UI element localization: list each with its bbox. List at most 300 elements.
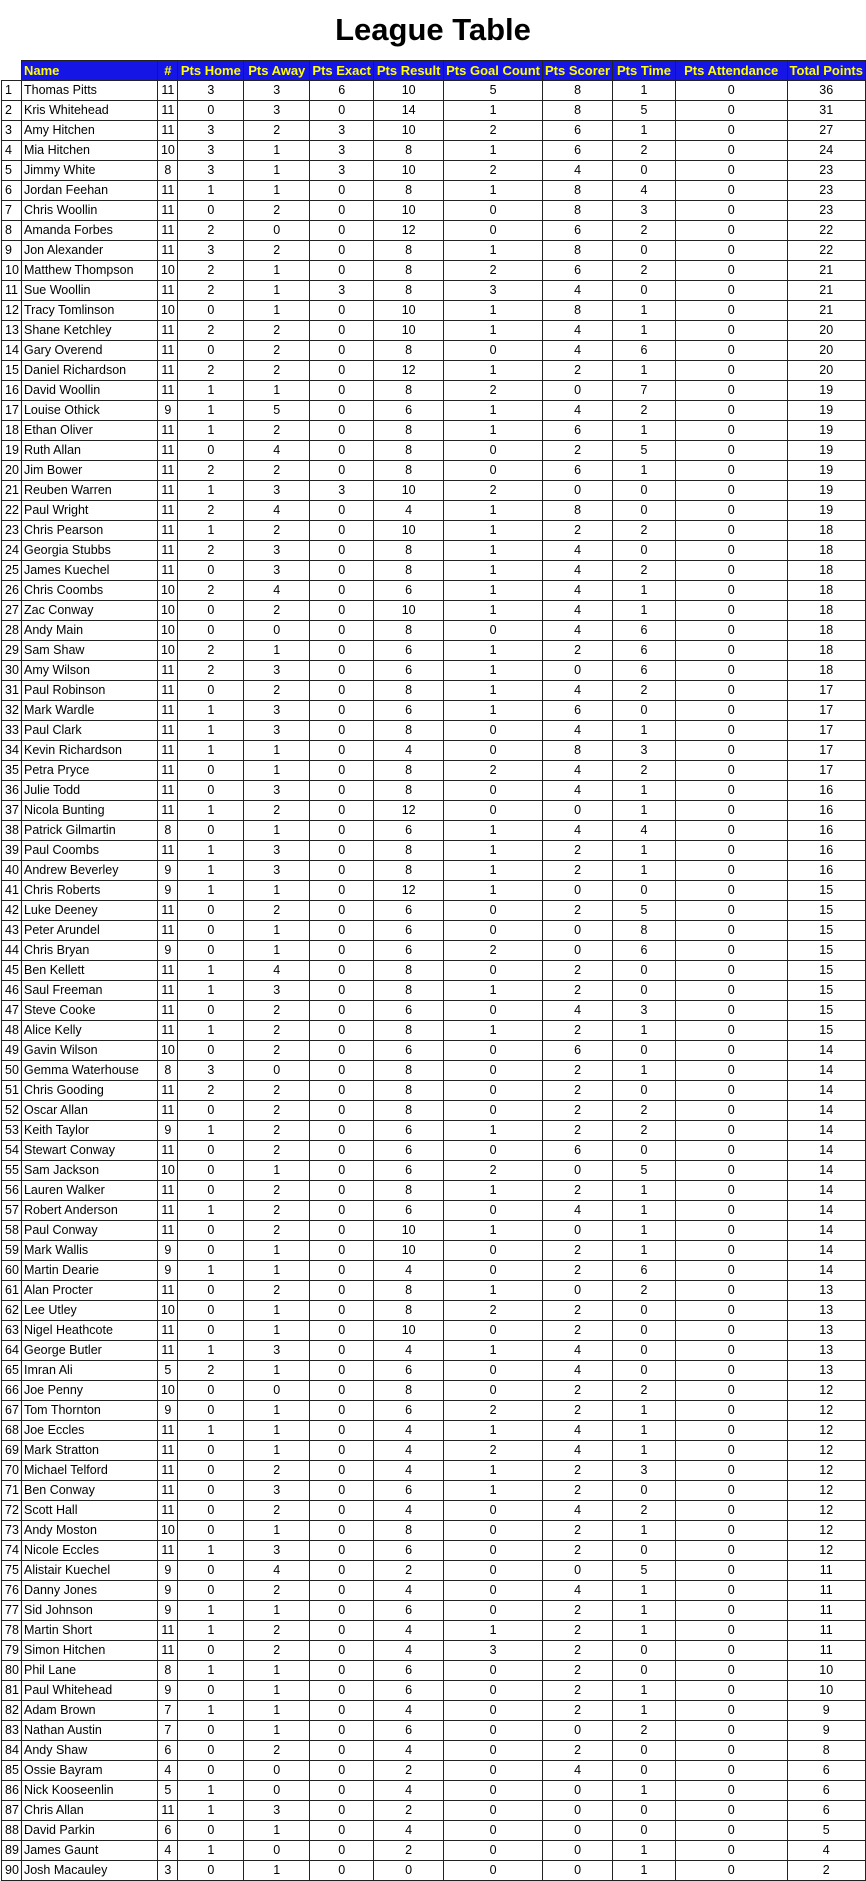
pts-time-cell[interactable]: 1 xyxy=(613,781,676,801)
pts-goal-count-cell[interactable]: 1 xyxy=(444,661,543,681)
pts-goal-count-cell[interactable]: 3 xyxy=(444,281,543,301)
pts-away-cell[interactable]: 1 xyxy=(244,941,310,961)
total-points-cell[interactable]: 18 xyxy=(787,581,866,601)
row-number-cell[interactable]: 60 xyxy=(2,1261,22,1281)
pts-home-cell[interactable]: 0 xyxy=(178,1221,244,1241)
pts-exact-cell[interactable]: 0 xyxy=(310,1201,374,1221)
pts-away-cell[interactable]: 3 xyxy=(244,81,310,101)
games-played-cell[interactable]: 9 xyxy=(158,401,178,421)
pts-result-cell[interactable]: 4 xyxy=(374,1261,444,1281)
column-header[interactable]: # xyxy=(158,61,178,81)
pts-away-cell[interactable]: 1 xyxy=(244,1521,310,1541)
games-played-cell[interactable]: 11 xyxy=(158,381,178,401)
pts-attendance-cell[interactable]: 0 xyxy=(675,221,787,241)
row-number-cell[interactable]: 18 xyxy=(2,421,22,441)
pts-attendance-cell[interactable]: 0 xyxy=(675,1221,787,1241)
total-points-cell[interactable]: 19 xyxy=(787,441,866,461)
row-number-cell[interactable]: 44 xyxy=(2,941,22,961)
pts-away-cell[interactable]: 0 xyxy=(244,1781,310,1801)
pts-exact-cell[interactable]: 0 xyxy=(310,421,374,441)
row-number-cell[interactable]: 41 xyxy=(2,881,22,901)
pts-time-cell[interactable]: 1 xyxy=(613,1241,676,1261)
pts-time-cell[interactable]: 1 xyxy=(613,1221,676,1241)
pts-attendance-cell[interactable]: 0 xyxy=(675,461,787,481)
pts-scorer-cell[interactable]: 2 xyxy=(543,1741,613,1761)
player-name-cell[interactable]: Reuben Warren xyxy=(21,481,157,501)
row-number-cell[interactable]: 43 xyxy=(2,921,22,941)
pts-time-cell[interactable]: 6 xyxy=(613,621,676,641)
pts-goal-count-cell[interactable]: 0 xyxy=(444,1201,543,1221)
pts-away-cell[interactable]: 1 xyxy=(244,1401,310,1421)
pts-away-cell[interactable]: 1 xyxy=(244,1661,310,1681)
pts-goal-count-cell[interactable]: 1 xyxy=(444,521,543,541)
pts-attendance-cell[interactable]: 0 xyxy=(675,1401,787,1421)
pts-away-cell[interactable]: 0 xyxy=(244,1761,310,1781)
pts-away-cell[interactable]: 2 xyxy=(244,121,310,141)
pts-goal-count-cell[interactable]: 0 xyxy=(444,1001,543,1021)
row-number-cell[interactable]: 90 xyxy=(2,1861,22,1881)
total-points-cell[interactable]: 24 xyxy=(787,141,866,161)
pts-home-cell[interactable]: 0 xyxy=(178,821,244,841)
pts-away-cell[interactable]: 1 xyxy=(244,1601,310,1621)
row-number-cell[interactable]: 61 xyxy=(2,1281,22,1301)
pts-away-cell[interactable]: 5 xyxy=(244,401,310,421)
row-number-cell[interactable]: 33 xyxy=(2,721,22,741)
games-played-cell[interactable]: 11 xyxy=(158,1501,178,1521)
total-points-cell[interactable]: 17 xyxy=(787,741,866,761)
pts-goal-count-cell[interactable]: 2 xyxy=(444,1161,543,1181)
pts-scorer-cell[interactable]: 4 xyxy=(543,1361,613,1381)
row-number-cell[interactable]: 19 xyxy=(2,441,22,461)
pts-scorer-cell[interactable]: 4 xyxy=(543,1341,613,1361)
total-points-cell[interactable]: 9 xyxy=(787,1721,866,1741)
pts-goal-count-cell[interactable]: 0 xyxy=(444,221,543,241)
pts-scorer-cell[interactable]: 2 xyxy=(543,981,613,1001)
total-points-cell[interactable]: 12 xyxy=(787,1401,866,1421)
row-number-cell[interactable]: 45 xyxy=(2,961,22,981)
pts-away-cell[interactable]: 1 xyxy=(244,1861,310,1881)
games-played-cell[interactable]: 6 xyxy=(158,1741,178,1761)
player-name-cell[interactable]: Nicole Eccles xyxy=(21,1541,157,1561)
pts-exact-cell[interactable]: 0 xyxy=(310,1221,374,1241)
pts-home-cell[interactable]: 1 xyxy=(178,1701,244,1721)
pts-time-cell[interactable]: 2 xyxy=(613,261,676,281)
pts-scorer-cell[interactable]: 2 xyxy=(543,1381,613,1401)
pts-scorer-cell[interactable]: 0 xyxy=(543,1801,613,1821)
pts-goal-count-cell[interactable]: 1 xyxy=(444,501,543,521)
row-number-cell[interactable]: 67 xyxy=(2,1401,22,1421)
row-number-cell[interactable]: 69 xyxy=(2,1441,22,1461)
pts-goal-count-cell[interactable]: 0 xyxy=(444,1041,543,1061)
pts-time-cell[interactable]: 5 xyxy=(613,901,676,921)
pts-attendance-cell[interactable]: 0 xyxy=(675,161,787,181)
total-points-cell[interactable]: 12 xyxy=(787,1461,866,1481)
pts-away-cell[interactable]: 3 xyxy=(244,701,310,721)
pts-goal-count-cell[interactable]: 1 xyxy=(444,1461,543,1481)
pts-result-cell[interactable]: 6 xyxy=(374,1721,444,1741)
total-points-cell[interactable]: 2 xyxy=(787,1861,866,1881)
pts-exact-cell[interactable]: 0 xyxy=(310,741,374,761)
pts-attendance-cell[interactable]: 0 xyxy=(675,821,787,841)
pts-goal-count-cell[interactable]: 1 xyxy=(444,301,543,321)
games-played-cell[interactable]: 10 xyxy=(158,1161,178,1181)
pts-result-cell[interactable]: 4 xyxy=(374,1741,444,1761)
pts-goal-count-cell[interactable]: 1 xyxy=(444,401,543,421)
total-points-cell[interactable]: 19 xyxy=(787,381,866,401)
pts-result-cell[interactable]: 8 xyxy=(374,1381,444,1401)
games-played-cell[interactable]: 11 xyxy=(158,481,178,501)
pts-result-cell[interactable]: 8 xyxy=(374,181,444,201)
games-played-cell[interactable]: 11 xyxy=(158,541,178,561)
row-number-cell[interactable]: 29 xyxy=(2,641,22,661)
total-points-cell[interactable]: 11 xyxy=(787,1581,866,1601)
pts-attendance-cell[interactable]: 0 xyxy=(675,1821,787,1841)
pts-away-cell[interactable]: 3 xyxy=(244,1341,310,1361)
games-played-cell[interactable]: 11 xyxy=(158,1801,178,1821)
player-name-cell[interactable]: Shane Ketchley xyxy=(21,321,157,341)
total-points-cell[interactable]: 11 xyxy=(787,1621,866,1641)
pts-scorer-cell[interactable]: 4 xyxy=(543,1441,613,1461)
pts-goal-count-cell[interactable]: 0 xyxy=(444,721,543,741)
total-points-cell[interactable]: 20 xyxy=(787,321,866,341)
row-number-cell[interactable]: 82 xyxy=(2,1701,22,1721)
pts-goal-count-cell[interactable]: 0 xyxy=(444,1861,543,1881)
player-name-cell[interactable]: Chris Bryan xyxy=(21,941,157,961)
pts-exact-cell[interactable]: 0 xyxy=(310,1141,374,1161)
pts-away-cell[interactable]: 1 xyxy=(244,281,310,301)
pts-home-cell[interactable]: 0 xyxy=(178,301,244,321)
row-number-cell[interactable]: 3 xyxy=(2,121,22,141)
pts-attendance-cell[interactable]: 0 xyxy=(675,1721,787,1741)
pts-attendance-cell[interactable]: 0 xyxy=(675,1601,787,1621)
pts-time-cell[interactable]: 5 xyxy=(613,1161,676,1181)
pts-attendance-cell[interactable]: 0 xyxy=(675,421,787,441)
pts-exact-cell[interactable]: 0 xyxy=(310,1261,374,1281)
pts-exact-cell[interactable]: 0 xyxy=(310,1021,374,1041)
pts-result-cell[interactable]: 8 xyxy=(374,1181,444,1201)
games-played-cell[interactable]: 7 xyxy=(158,1721,178,1741)
pts-home-cell[interactable]: 0 xyxy=(178,1141,244,1161)
player-name-cell[interactable]: Robert Anderson xyxy=(21,1201,157,1221)
pts-time-cell[interactable]: 0 xyxy=(613,1341,676,1361)
row-number-cell[interactable]: 66 xyxy=(2,1381,22,1401)
pts-goal-count-cell[interactable]: 0 xyxy=(444,1361,543,1381)
pts-exact-cell[interactable]: 0 xyxy=(310,461,374,481)
pts-attendance-cell[interactable]: 0 xyxy=(675,381,787,401)
pts-exact-cell[interactable]: 0 xyxy=(310,1281,374,1301)
pts-home-cell[interactable]: 1 xyxy=(178,741,244,761)
pts-goal-count-cell[interactable]: 2 xyxy=(444,481,543,501)
pts-attendance-cell[interactable]: 0 xyxy=(675,1141,787,1161)
row-number-cell[interactable]: 8 xyxy=(2,221,22,241)
total-points-cell[interactable]: 18 xyxy=(787,521,866,541)
games-played-cell[interactable]: 10 xyxy=(158,1041,178,1061)
pts-result-cell[interactable]: 6 xyxy=(374,1041,444,1061)
row-number-cell[interactable]: 4 xyxy=(2,141,22,161)
games-played-cell[interactable]: 11 xyxy=(158,1461,178,1481)
games-played-cell[interactable]: 11 xyxy=(158,1341,178,1361)
pts-home-cell[interactable]: 1 xyxy=(178,881,244,901)
pts-scorer-cell[interactable]: 8 xyxy=(543,201,613,221)
pts-away-cell[interactable]: 3 xyxy=(244,561,310,581)
pts-away-cell[interactable]: 2 xyxy=(244,1461,310,1481)
pts-scorer-cell[interactable]: 0 xyxy=(543,1221,613,1241)
pts-away-cell[interactable]: 0 xyxy=(244,1061,310,1081)
pts-exact-cell[interactable]: 0 xyxy=(310,1861,374,1881)
pts-goal-count-cell[interactable]: 0 xyxy=(444,1781,543,1801)
pts-time-cell[interactable]: 1 xyxy=(613,461,676,481)
pts-away-cell[interactable]: 1 xyxy=(244,1301,310,1321)
pts-away-cell[interactable]: 1 xyxy=(244,1721,310,1741)
pts-home-cell[interactable]: 0 xyxy=(178,1181,244,1201)
pts-exact-cell[interactable]: 3 xyxy=(310,481,374,501)
pts-scorer-cell[interactable]: 4 xyxy=(543,781,613,801)
player-name-cell[interactable]: Gary Overend xyxy=(21,341,157,361)
total-points-cell[interactable]: 18 xyxy=(787,661,866,681)
pts-home-cell[interactable]: 0 xyxy=(178,1321,244,1341)
pts-home-cell[interactable]: 0 xyxy=(178,1161,244,1181)
total-points-cell[interactable]: 19 xyxy=(787,421,866,441)
pts-home-cell[interactable]: 1 xyxy=(178,381,244,401)
player-name-cell[interactable]: Kevin Richardson xyxy=(21,741,157,761)
pts-result-cell[interactable]: 2 xyxy=(374,1761,444,1781)
pts-result-cell[interactable]: 8 xyxy=(374,541,444,561)
row-number-cell[interactable]: 49 xyxy=(2,1041,22,1061)
row-number-cell[interactable]: 25 xyxy=(2,561,22,581)
pts-time-cell[interactable]: 1 xyxy=(613,1021,676,1041)
pts-attendance-cell[interactable]: 0 xyxy=(675,581,787,601)
pts-result-cell[interactable]: 6 xyxy=(374,941,444,961)
pts-scorer-cell[interactable]: 6 xyxy=(543,1141,613,1161)
total-points-cell[interactable]: 14 xyxy=(787,1041,866,1061)
games-played-cell[interactable]: 9 xyxy=(158,1561,178,1581)
total-points-cell[interactable]: 10 xyxy=(787,1681,866,1701)
pts-time-cell[interactable]: 1 xyxy=(613,121,676,141)
pts-attendance-cell[interactable]: 0 xyxy=(675,621,787,641)
pts-result-cell[interactable]: 4 xyxy=(374,1701,444,1721)
player-name-cell[interactable]: Louise Othick xyxy=(21,401,157,421)
pts-away-cell[interactable]: 2 xyxy=(244,1121,310,1141)
total-points-cell[interactable]: 5 xyxy=(787,1821,866,1841)
pts-attendance-cell[interactable]: 0 xyxy=(675,121,787,141)
pts-result-cell[interactable]: 8 xyxy=(374,1101,444,1121)
pts-scorer-cell[interactable]: 2 xyxy=(543,1261,613,1281)
pts-result-cell[interactable]: 6 xyxy=(374,1681,444,1701)
pts-time-cell[interactable]: 1 xyxy=(613,1841,676,1861)
pts-scorer-cell[interactable]: 2 xyxy=(543,1321,613,1341)
pts-attendance-cell[interactable]: 0 xyxy=(675,101,787,121)
pts-result-cell[interactable]: 6 xyxy=(374,1121,444,1141)
pts-result-cell[interactable]: 8 xyxy=(374,1281,444,1301)
pts-exact-cell[interactable]: 0 xyxy=(310,261,374,281)
pts-exact-cell[interactable]: 0 xyxy=(310,1641,374,1661)
games-played-cell[interactable]: 11 xyxy=(158,981,178,1001)
pts-result-cell[interactable]: 2 xyxy=(374,1561,444,1581)
pts-away-cell[interactable]: 2 xyxy=(244,1621,310,1641)
pts-result-cell[interactable]: 12 xyxy=(374,361,444,381)
pts-home-cell[interactable]: 2 xyxy=(178,1081,244,1101)
player-name-cell[interactable]: Michael Telford xyxy=(21,1461,157,1481)
pts-result-cell[interactable]: 4 xyxy=(374,1621,444,1641)
pts-scorer-cell[interactable]: 8 xyxy=(543,501,613,521)
total-points-cell[interactable]: 17 xyxy=(787,701,866,721)
player-name-cell[interactable]: Julie Todd xyxy=(21,781,157,801)
pts-home-cell[interactable]: 0 xyxy=(178,561,244,581)
player-name-cell[interactable]: Martin Short xyxy=(21,1621,157,1641)
games-played-cell[interactable]: 9 xyxy=(158,861,178,881)
pts-scorer-cell[interactable]: 2 xyxy=(543,1481,613,1501)
pts-result-cell[interactable]: 4 xyxy=(374,1781,444,1801)
games-played-cell[interactable]: 11 xyxy=(158,421,178,441)
pts-away-cell[interactable]: 2 xyxy=(244,1221,310,1241)
player-name-cell[interactable]: Andy Main xyxy=(21,621,157,641)
pts-scorer-cell[interactable]: 0 xyxy=(543,921,613,941)
row-number-cell[interactable]: 28 xyxy=(2,621,22,641)
player-name-cell[interactable]: Alistair Kuechel xyxy=(21,1561,157,1581)
pts-goal-count-cell[interactable]: 1 xyxy=(444,841,543,861)
pts-goal-count-cell[interactable]: 1 xyxy=(444,861,543,881)
pts-goal-count-cell[interactable]: 0 xyxy=(444,1821,543,1841)
row-number-cell[interactable]: 70 xyxy=(2,1461,22,1481)
pts-result-cell[interactable]: 8 xyxy=(374,621,444,641)
games-played-cell[interactable]: 11 xyxy=(158,361,178,381)
games-played-cell[interactable]: 11 xyxy=(158,441,178,461)
pts-goal-count-cell[interactable]: 0 xyxy=(444,1601,543,1621)
player-name-cell[interactable]: Chris Roberts xyxy=(21,881,157,901)
total-points-cell[interactable]: 23 xyxy=(787,181,866,201)
games-played-cell[interactable]: 8 xyxy=(158,161,178,181)
pts-goal-count-cell[interactable]: 0 xyxy=(444,1321,543,1341)
player-name-cell[interactable]: Nicola Bunting xyxy=(21,801,157,821)
pts-attendance-cell[interactable]: 0 xyxy=(675,1621,787,1641)
pts-attendance-cell[interactable]: 0 xyxy=(675,1861,787,1881)
pts-scorer-cell[interactable]: 8 xyxy=(543,101,613,121)
pts-attendance-cell[interactable]: 0 xyxy=(675,441,787,461)
pts-result-cell[interactable]: 8 xyxy=(374,141,444,161)
pts-goal-count-cell[interactable]: 0 xyxy=(444,1681,543,1701)
games-played-cell[interactable]: 11 xyxy=(158,221,178,241)
pts-attendance-cell[interactable]: 0 xyxy=(675,701,787,721)
pts-attendance-cell[interactable]: 0 xyxy=(675,1781,787,1801)
pts-scorer-cell[interactable]: 4 xyxy=(543,761,613,781)
player-name-cell[interactable]: David Woollin xyxy=(21,381,157,401)
pts-scorer-cell[interactable]: 2 xyxy=(543,841,613,861)
pts-result-cell[interactable]: 4 xyxy=(374,1821,444,1841)
pts-away-cell[interactable]: 2 xyxy=(244,521,310,541)
total-points-cell[interactable]: 15 xyxy=(787,901,866,921)
pts-exact-cell[interactable]: 0 xyxy=(310,1161,374,1181)
games-played-cell[interactable]: 11 xyxy=(158,741,178,761)
pts-scorer-cell[interactable]: 4 xyxy=(543,601,613,621)
pts-attendance-cell[interactable]: 0 xyxy=(675,1701,787,1721)
pts-attendance-cell[interactable]: 0 xyxy=(675,1001,787,1021)
pts-goal-count-cell[interactable]: 1 xyxy=(444,141,543,161)
column-header[interactable]: Pts Goal Count xyxy=(444,61,543,81)
row-number-cell[interactable]: 36 xyxy=(2,781,22,801)
pts-scorer-cell[interactable]: 4 xyxy=(543,1501,613,1521)
player-name-cell[interactable]: Petra Pryce xyxy=(21,761,157,781)
pts-goal-count-cell[interactable]: 0 xyxy=(444,1261,543,1281)
pts-goal-count-cell[interactable]: 3 xyxy=(444,1641,543,1661)
pts-result-cell[interactable]: 8 xyxy=(374,721,444,741)
total-points-cell[interactable]: 14 xyxy=(787,1181,866,1201)
games-played-cell[interactable]: 9 xyxy=(158,1401,178,1421)
pts-home-cell[interactable]: 0 xyxy=(178,1441,244,1461)
pts-exact-cell[interactable]: 0 xyxy=(310,1701,374,1721)
pts-scorer-cell[interactable]: 6 xyxy=(543,121,613,141)
column-header[interactable]: Pts Exact xyxy=(310,61,374,81)
pts-scorer-cell[interactable]: 6 xyxy=(543,221,613,241)
total-points-cell[interactable]: 13 xyxy=(787,1361,866,1381)
row-number-cell[interactable]: 56 xyxy=(2,1181,22,1201)
pts-attendance-cell[interactable]: 0 xyxy=(675,1461,787,1481)
total-points-cell[interactable]: 27 xyxy=(787,121,866,141)
pts-attendance-cell[interactable]: 0 xyxy=(675,1801,787,1821)
pts-goal-count-cell[interactable]: 0 xyxy=(444,1801,543,1821)
pts-time-cell[interactable]: 1 xyxy=(613,601,676,621)
pts-goal-count-cell[interactable]: 0 xyxy=(444,781,543,801)
pts-away-cell[interactable]: 1 xyxy=(244,301,310,321)
pts-home-cell[interactable]: 2 xyxy=(178,541,244,561)
pts-home-cell[interactable]: 1 xyxy=(178,1781,244,1801)
row-number-cell[interactable]: 24 xyxy=(2,541,22,561)
total-points-cell[interactable]: 12 xyxy=(787,1521,866,1541)
pts-goal-count-cell[interactable]: 0 xyxy=(444,1541,543,1561)
pts-exact-cell[interactable]: 0 xyxy=(310,1681,374,1701)
pts-goal-count-cell[interactable]: 1 xyxy=(444,981,543,1001)
row-number-cell[interactable]: 16 xyxy=(2,381,22,401)
pts-exact-cell[interactable]: 0 xyxy=(310,1801,374,1821)
pts-attendance-cell[interactable]: 0 xyxy=(675,1561,787,1581)
pts-home-cell[interactable]: 0 xyxy=(178,1001,244,1021)
pts-home-cell[interactable]: 0 xyxy=(178,1301,244,1321)
pts-time-cell[interactable]: 1 xyxy=(613,581,676,601)
pts-attendance-cell[interactable]: 0 xyxy=(675,201,787,221)
pts-scorer-cell[interactable]: 4 xyxy=(543,161,613,181)
pts-exact-cell[interactable]: 0 xyxy=(310,521,374,541)
pts-result-cell[interactable]: 10 xyxy=(374,601,444,621)
pts-result-cell[interactable]: 6 xyxy=(374,921,444,941)
pts-exact-cell[interactable]: 0 xyxy=(310,961,374,981)
row-number-cell[interactable]: 11 xyxy=(2,281,22,301)
pts-attendance-cell[interactable]: 0 xyxy=(675,361,787,381)
pts-attendance-cell[interactable]: 0 xyxy=(675,981,787,1001)
pts-scorer-cell[interactable]: 4 xyxy=(543,1421,613,1441)
pts-exact-cell[interactable]: 0 xyxy=(310,101,374,121)
pts-home-cell[interactable]: 0 xyxy=(178,1241,244,1261)
row-number-cell[interactable]: 85 xyxy=(2,1761,22,1781)
pts-time-cell[interactable]: 6 xyxy=(613,941,676,961)
pts-goal-count-cell[interactable]: 1 xyxy=(444,1281,543,1301)
row-number-cell[interactable]: 74 xyxy=(2,1541,22,1561)
pts-time-cell[interactable]: 0 xyxy=(613,481,676,501)
pts-away-cell[interactable]: 2 xyxy=(244,1181,310,1201)
pts-result-cell[interactable]: 8 xyxy=(374,441,444,461)
pts-time-cell[interactable]: 1 xyxy=(613,1581,676,1601)
pts-home-cell[interactable]: 0 xyxy=(178,681,244,701)
player-name-cell[interactable]: Imran Ali xyxy=(21,1361,157,1381)
pts-home-cell[interactable]: 1 xyxy=(178,1341,244,1361)
pts-attendance-cell[interactable]: 0 xyxy=(675,741,787,761)
pts-away-cell[interactable]: 2 xyxy=(244,1201,310,1221)
pts-away-cell[interactable]: 2 xyxy=(244,421,310,441)
pts-scorer-cell[interactable]: 2 xyxy=(543,1241,613,1261)
pts-away-cell[interactable]: 2 xyxy=(244,201,310,221)
pts-goal-count-cell[interactable]: 2 xyxy=(444,1441,543,1461)
pts-scorer-cell[interactable]: 4 xyxy=(543,541,613,561)
pts-scorer-cell[interactable]: 0 xyxy=(543,1781,613,1801)
pts-scorer-cell[interactable]: 0 xyxy=(543,1821,613,1841)
